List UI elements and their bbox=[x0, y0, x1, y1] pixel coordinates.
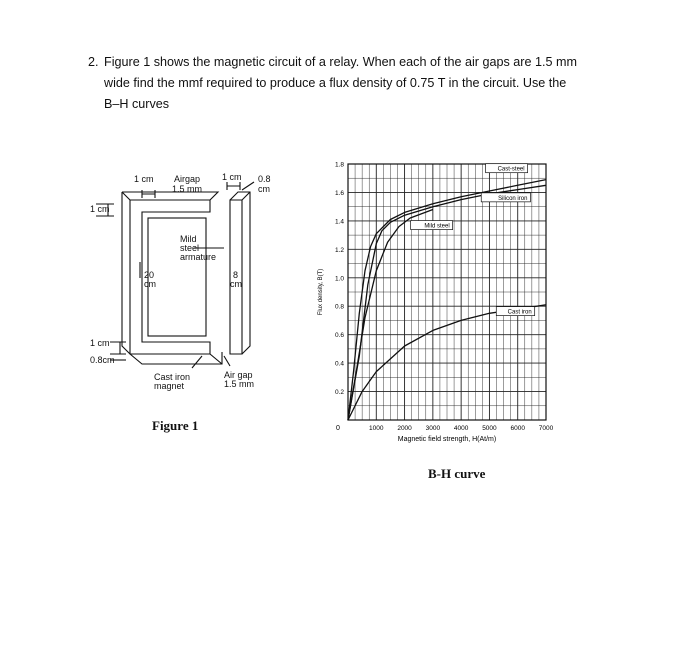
chart-grid bbox=[348, 164, 546, 420]
series-label: Mild steel bbox=[424, 223, 450, 230]
question-number: 2. bbox=[88, 55, 99, 69]
x-tick-label: 6000 bbox=[510, 425, 525, 432]
figure1-caption: Figure 1 bbox=[152, 418, 199, 433]
fig1-label-arm-height-a: 8 bbox=[233, 270, 239, 280]
fig1-label-airgap-size: 1.5 mm bbox=[172, 184, 203, 194]
fig1-label-height-b: cm bbox=[144, 279, 156, 289]
fig1-label-airgap-top-width: 1 cm bbox=[134, 174, 154, 184]
fig1-label-airgap: Airgap bbox=[174, 174, 201, 184]
y-tick-label: 1.6 bbox=[334, 189, 344, 197]
y-tick-label: 1.0 bbox=[334, 275, 344, 283]
series-label: Silicon iron bbox=[498, 195, 528, 202]
fig1-label-armature-c: armature bbox=[180, 252, 217, 262]
fig1-label-armature-a: Mild bbox=[180, 234, 197, 244]
fig1-label-height-a: 20 bbox=[144, 270, 155, 280]
fig1-label-magnet-a: Cast iron bbox=[154, 372, 191, 382]
question-text bbox=[88, 52, 624, 115]
series-label: Cast iron bbox=[507, 309, 532, 316]
fig1-label-gap-bottom-b: 1.5 mm bbox=[224, 379, 255, 389]
fig1-label-depth-b: cm bbox=[258, 184, 270, 194]
question-line-2: wide find the mmf required to produce a flux density of 0.75 T in the circuit. Use the bbox=[104, 76, 567, 90]
bh-curve-chart bbox=[300, 150, 570, 450]
y-tick-label: 1.2 bbox=[334, 246, 344, 254]
cast-iron-core bbox=[130, 200, 210, 354]
question-line-3: B–H curves bbox=[104, 97, 170, 111]
fig1-label-armature-width: 1 cm bbox=[222, 172, 242, 182]
fig1-label-depth-a: 0.8 bbox=[258, 174, 271, 184]
fig1-label-depth: 0.8cm bbox=[90, 355, 115, 365]
fig1-label-armature-b: steel bbox=[180, 243, 200, 253]
x-tick-label: 5000 bbox=[482, 425, 497, 432]
x-tick-label: 7000 bbox=[538, 425, 554, 432]
series-label: Cast-steel bbox=[497, 166, 525, 173]
core-inner-window bbox=[148, 218, 206, 336]
relay-circuit-figure bbox=[90, 160, 290, 400]
y-tick-label: 0.4 bbox=[334, 360, 344, 368]
fig1-label-bottom-thickness: 1 cm bbox=[90, 338, 110, 348]
fig1-label-arm-height-b: cm bbox=[230, 279, 242, 289]
fig1-label-gap-bottom-a: Air gap bbox=[224, 370, 253, 380]
y-axis-label: Flux density, B(T) bbox=[318, 268, 324, 316]
x-tick-label: 2000 bbox=[397, 425, 412, 432]
y-tick-label: 0.2 bbox=[334, 389, 344, 397]
chart-series-labels bbox=[411, 164, 535, 316]
x-tick-label: 1000 bbox=[369, 425, 384, 432]
x-tick-label: 4000 bbox=[453, 425, 469, 432]
fig1-label-magnet-b: magnet bbox=[154, 381, 185, 391]
y-tick-label: 0.6 bbox=[334, 332, 344, 340]
y-tick-label: 1.4 bbox=[334, 218, 344, 226]
y-tick-label: 1.8 bbox=[334, 161, 344, 169]
x-tick-label: 3000 bbox=[425, 425, 441, 432]
fig1-label-left-thickness: 1 cm bbox=[90, 204, 110, 214]
origin-label: 0 bbox=[336, 425, 340, 432]
y-tick-label: 0.8 bbox=[334, 303, 344, 311]
x-axis-label: Magnetic field strength, H(At/m) bbox=[397, 436, 497, 443]
bh-curve-caption: B-H curve bbox=[428, 466, 486, 481]
question-line-1: Figure 1 shows the magnetic circuit of a relay. When each of the air gaps are 1.5 mm bbox=[104, 55, 577, 69]
